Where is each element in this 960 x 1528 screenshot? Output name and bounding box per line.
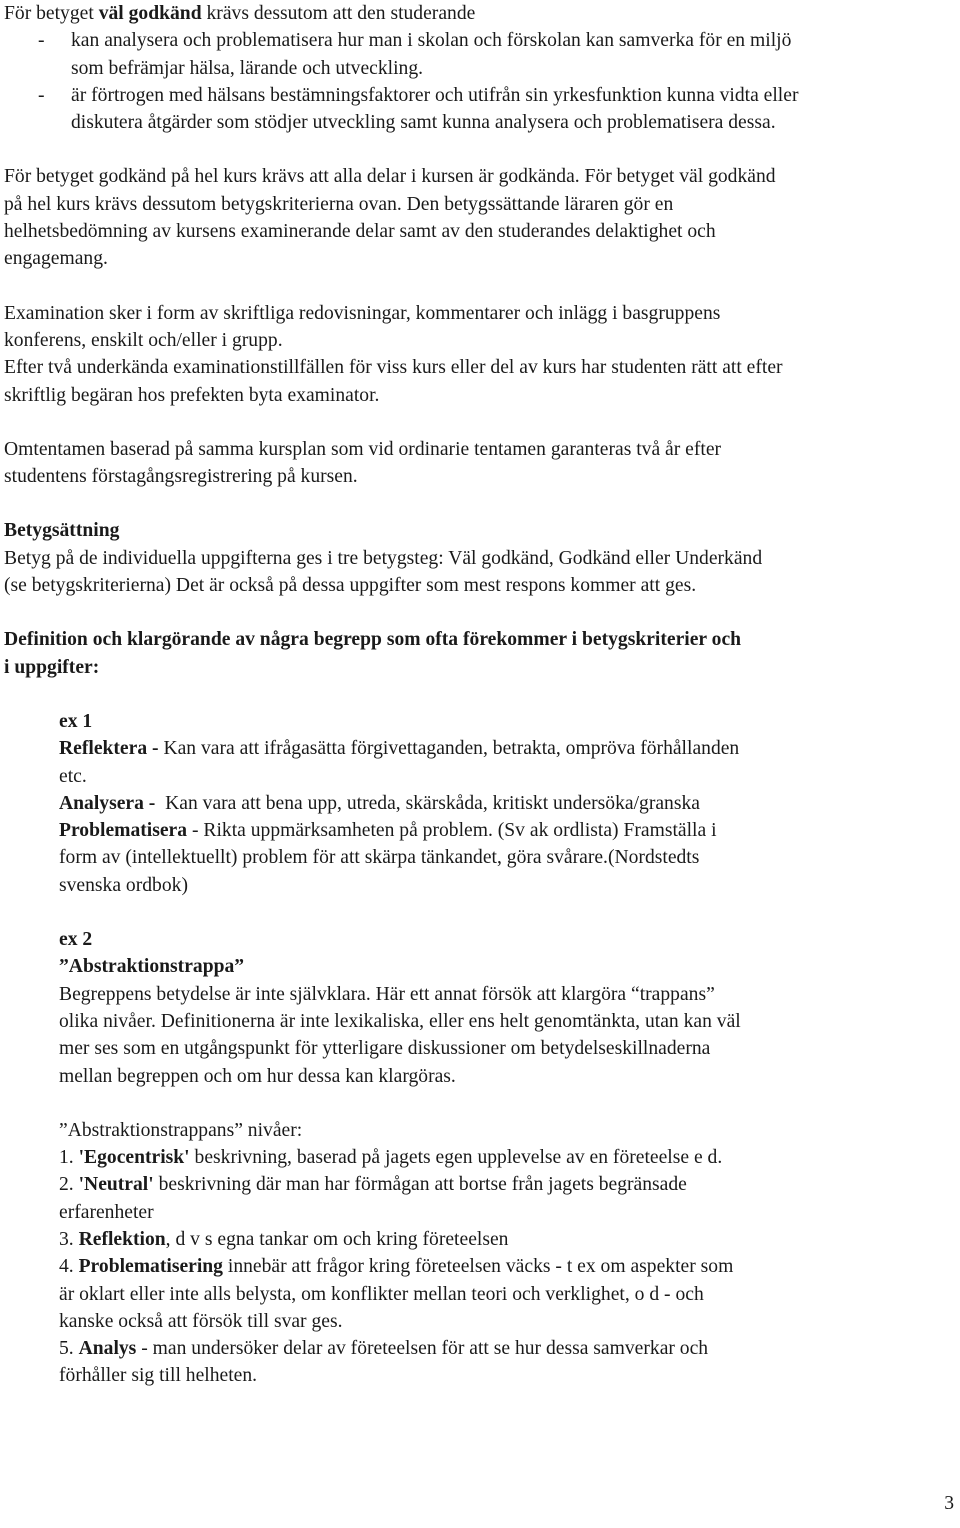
definition-text: Kan vara att bena upp, utreda, skärskåda, kritiskt undersöka/granska xyxy=(155,792,700,814)
level-text: erfarenheter xyxy=(59,1201,154,1223)
level-text: - man undersöker delar av företeelsen för att se hur dessa samverkar och xyxy=(136,1338,709,1360)
definition-text: etc. xyxy=(59,765,87,787)
term: Analysera - xyxy=(59,792,156,814)
paragraph-reexam xyxy=(4,436,956,491)
bullet-line: är förtrogen med hälsans bestämningsfaktorer och utifrån sin yrkesfunktion kunna vidta eller xyxy=(71,84,799,106)
paragraph-line: studentens förstagångsregistrering på kursen. xyxy=(4,466,358,488)
paragraph-line: Efter två underkända examinationstillfällen för viss kurs eller del av kurs har studenten rätt att efter xyxy=(4,357,783,379)
level-number: 1. xyxy=(59,1147,79,1169)
definition-reflektera xyxy=(59,735,899,762)
level-text: beskrivning, baserad på jagets egen upplevelse av en företeelse e d. xyxy=(189,1147,723,1169)
paragraph-overall-grade xyxy=(4,163,956,272)
term: Reflektera - xyxy=(59,738,159,760)
level-number: 5. xyxy=(59,1338,79,1360)
paragraph-line: För betyget godkänd på hel kurs krävs att alla delar i kursen är godkända. För betyget väl godkänd xyxy=(4,166,776,188)
intro-pre: För betyget xyxy=(4,3,99,24)
bullet-item xyxy=(4,27,956,82)
paragraph-line: Examination sker i form av skriftliga redovisningar, kommentarer och inlägg i basgruppens xyxy=(4,302,721,324)
level-text: innebär att frågor kring företeelsen väcks - t ex om aspekter som xyxy=(222,1256,734,1278)
bullet-item xyxy=(4,82,956,137)
level-text: beskrivning där man har förmågan att bortse från jagets begränsade xyxy=(153,1174,687,1196)
example-2 xyxy=(4,926,899,1090)
document-page xyxy=(4,0,956,1390)
definition-text: Kan vara att ifrågasätta förgivettaganden, betrakta, ompröva förhållanden xyxy=(158,738,740,760)
level-2 xyxy=(59,1171,899,1198)
paragraph-line: mer ses som en utgångspunkt för ytterligare diskussioner om betydelseskillnaderna xyxy=(59,1038,711,1060)
level-text: är oklart eller inte alls belysta, om konflikter mellan teori och verklighet, o d - och xyxy=(59,1283,704,1305)
paragraph-line: konferens, enskilt och/eller i grupp. xyxy=(4,329,283,351)
level-1 xyxy=(59,1144,899,1171)
intro-bold: väl godkänd xyxy=(98,3,202,24)
paragraph-examination xyxy=(4,300,956,409)
paragraph-line: mellan begreppen och om hur dessa kan klargöras. xyxy=(59,1065,456,1087)
definitions-heading xyxy=(4,626,956,681)
section-heading: Betygsättning xyxy=(4,520,120,542)
level-term: 'Egocentrisk' xyxy=(78,1147,190,1169)
paragraph-line: engagemang. xyxy=(4,248,108,270)
level-text: , d v s egna tankar om och kring företeelsen xyxy=(165,1228,509,1250)
intro-line xyxy=(4,0,956,27)
page-number: 3 xyxy=(944,1493,954,1514)
definition-problematisera xyxy=(59,817,899,844)
abstraction-levels xyxy=(4,1117,899,1390)
term: Problematisera xyxy=(59,820,188,842)
level-term: 'Neutral' xyxy=(78,1174,154,1196)
heading-line: i uppgifter: xyxy=(4,656,100,678)
heading-line: Definition och klargörande av några begrepp som ofta förekommer i betygskriterier och xyxy=(4,629,742,651)
example-title: ”Abstraktionstrappa” xyxy=(59,956,245,978)
level-text: förhåller sig till helheten. xyxy=(59,1365,258,1387)
bullet-line: diskutera åtgärder som stödjer utveckling samt kunna analysera och problematisera dessa. xyxy=(71,112,776,134)
level-term: Analys xyxy=(78,1338,137,1360)
level-4 xyxy=(59,1253,899,1280)
bullet-dash: - xyxy=(38,84,45,106)
level-number: 4. xyxy=(59,1256,79,1278)
paragraph-line: Betyg på de individuella uppgifterna ges i tre betygsteg: Väl godkänd, Godkänd eller Underkänd xyxy=(4,547,763,569)
bullet-dash: - xyxy=(38,30,45,52)
definition-text: - Rikta uppmärksamheten på problem. (Sv ak ordlista) Framställa i xyxy=(187,820,717,842)
definition-text: svenska ordbok) xyxy=(59,874,188,896)
intro-post: krävs dessutom att den studerande xyxy=(201,3,476,24)
level-5 xyxy=(59,1335,899,1362)
example-1 xyxy=(4,708,899,899)
level-3 xyxy=(59,1226,899,1253)
paragraph-line: skriftlig begäran hos prefekten byta examinator. xyxy=(4,384,380,406)
grading-section xyxy=(4,517,956,599)
paragraph-line: Begreppens betydelse är inte självklara. Här ett annat försök att klargöra “trappans” xyxy=(59,983,715,1005)
paragraph-line: Omtentamen baserad på samma kursplan som vid ordinarie tentamen garanteras två år efter xyxy=(4,438,722,460)
level-term: Problematisering xyxy=(78,1256,223,1278)
level-number: 3. xyxy=(59,1228,79,1250)
bullet-line: kan analysera och problematisera hur man i skolan och förskolan kan samverka för en miljö xyxy=(71,30,792,52)
paragraph-line: helhetsbedömning av kursens examinerande delar samt av den studerandes delaktighet och xyxy=(4,221,716,243)
levels-heading: ”Abstraktionstrappans” nivåer: xyxy=(59,1119,303,1141)
definition-text: form av (intellektuellt) problem för att skärpa tänkandet, göra svårare.(Nordstedts xyxy=(59,847,700,869)
example-label: ex 2 xyxy=(59,929,93,951)
definition-analysera xyxy=(59,790,899,817)
paragraph-line: på hel kurs krävs dessutom betygskriterierna ovan. Den betygssättande läraren gör en xyxy=(4,193,674,215)
example-label: ex 1 xyxy=(59,710,93,732)
paragraph-line: (se betygskriterierna) Det är också på dessa uppgifter som mest respons kommer att ges. xyxy=(4,575,697,597)
level-text: kanske också att försök till svar ges. xyxy=(59,1310,343,1332)
paragraph-line: olika nivåer. Definitionerna är inte lexikaliska, eller ens helt genomtänkta, utan kan väl xyxy=(59,1010,741,1032)
level-term: Reflektion xyxy=(78,1228,166,1250)
bullet-line: som befrämjar hälsa, lärande och utveckling. xyxy=(71,57,424,79)
level-number: 2. xyxy=(59,1174,79,1196)
